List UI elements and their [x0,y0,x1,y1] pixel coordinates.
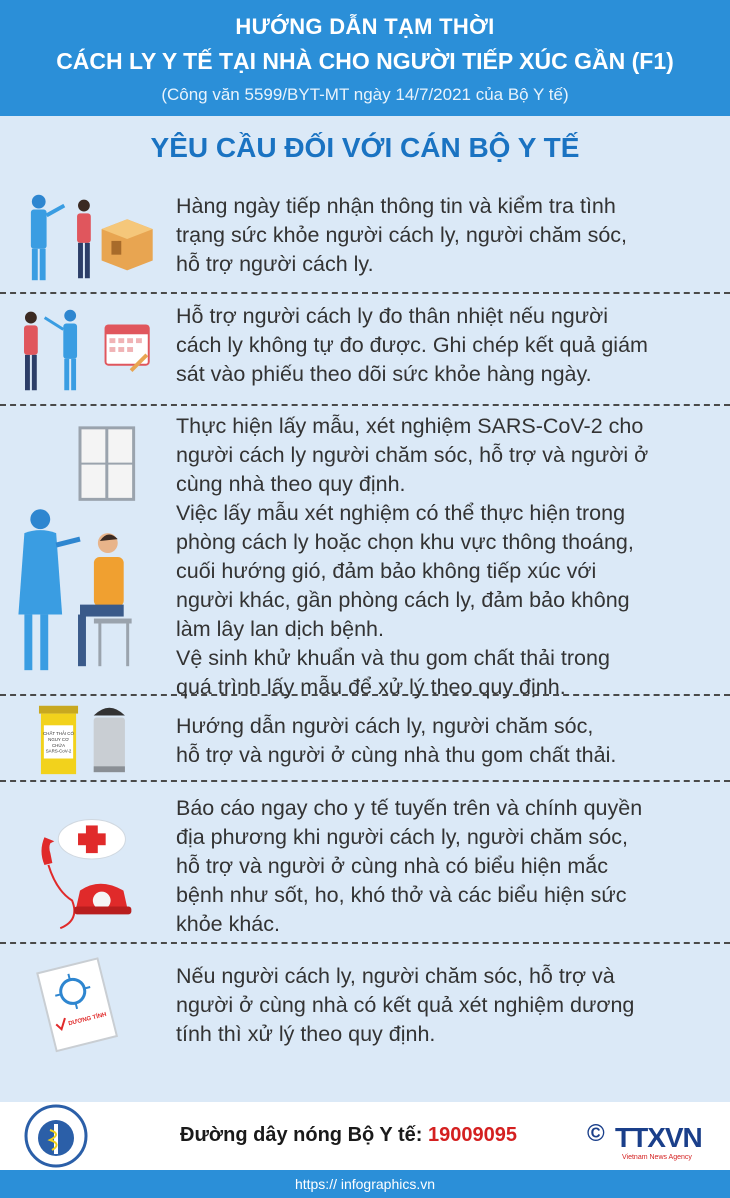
text-line: cuối hướng gió, đảm bảo không tiếp xúc với [176,559,597,583]
item-text [176,712,716,770]
title-line-2: CÁCH LY Y TẾ TẠI NHÀ CHO NGƯỜI TIẾP XÚC GẦN (F1) [56,48,674,74]
hotline-label: Đường dây nóng Bộ Y tế: [180,1124,423,1146]
text-line: Hướng dẫn người cách ly, người chăm sóc, [176,714,594,738]
item-text [176,794,716,939]
health-worker-checking-person-icon [0,180,160,292]
header-banner [0,0,730,116]
agency-logo: TTXVN [615,1122,702,1153]
text-line: cách ly không tự đo được. Ghi chép kết quả giám [176,333,648,357]
item-text [176,192,716,279]
copyright-symbol: © [587,1120,605,1147]
section-title: YÊU CẦU ĐỐI VỚI CÁN BỘ Y TẾ [150,132,580,163]
text-line: khỏe khác. [176,912,280,936]
bin-label: CHẤT THẢI CÓ NGUY CƠ CHỨA SARS-CoV-2 [43,731,74,754]
hotline [180,1124,517,1147]
text-line: phòng cách ly hoặc chọn khu vực thông thoáng, [176,530,634,554]
waste-bin-icon [0,696,160,780]
text-line: Vệ sinh khử khuẩn và thu gom chất thải trong [176,646,610,670]
list-item [0,782,730,944]
list-item [0,944,730,1094]
test-sampling-icon [0,406,160,694]
text-line: làm lây lan dịch bệnh. [176,617,384,641]
agency-subtitle: Vietnam News Agency [622,1154,692,1161]
temperature-measuring-icon [0,294,160,404]
item-text [176,302,716,389]
ministry-of-health-logo [24,1104,88,1168]
url-bar[interactable]: https:// infographics.vn [0,1170,730,1198]
text-line: người cách ly người chăm sóc, hỗ trợ và người ở [176,443,649,467]
item-text [176,412,716,702]
text-line: người khác, gần phòng cách ly, đảm bảo không [176,588,630,612]
text-line: hỗ trợ và người ở cùng nhà có biểu hiện mắc [176,854,608,878]
item-text [176,962,716,1049]
text-line: hỗ trợ người cách ly. [176,252,374,276]
text-line: Việc lấy mẫu xét nghiệm có thể thực hiện trong [176,501,626,525]
text-line: Thực hiện lấy mẫu, xét nghiệm SARS-CoV-2 cho [176,414,644,438]
text-line: hỗ trợ và người ở cùng nhà thu gom chất thải. [176,743,617,767]
text-line: cùng nhà theo quy định. [176,472,406,496]
subtitle: (Công văn 5599/BYT-MT ngày 14/7/2021 của Bộ Y tế) [161,85,569,104]
text-line: quá trình lấy mẫu để xử lý theo quy định. [176,675,566,699]
text-line: địa phương khi người cách ly, người chăm sóc, [176,825,628,849]
positive-test-result-icon [0,944,160,1094]
list-item [0,696,730,782]
text-line: sát vào phiếu theo dõi sức khỏe hàng ngày. [176,362,592,386]
title-line-1: HƯỚNG DẪN TẠM THỜI [235,14,495,39]
text-line: Nếu người cách ly, người chăm sóc, hỗ trợ và [176,964,615,988]
list-item [0,406,730,699]
list-item [0,180,730,294]
list-item [0,294,730,406]
doc-label: DƯƠNG TÍNH [67,1011,108,1028]
text-line: Hàng ngày tiếp nhận thông tin và kiểm tra tình [176,194,616,218]
text-line: người ở cùng nhà có kết quả xét nghiệm dương [176,993,635,1017]
hotline-number[interactable]: 19009095 [427,1124,517,1146]
text-line: trạng sức khỏe người cách ly, người chăm sóc, [176,223,627,247]
text-line: Hỗ trợ người cách ly đo thân nhiệt nếu người [176,304,609,328]
emergency-phone-icon [0,782,160,942]
text-line: bệnh như sốt, ho, khó thở và các biểu hiện sức [176,883,627,907]
footer [0,1102,730,1170]
text-line: Báo cáo ngay cho y tế tuyến trên và chính quyền [176,796,643,820]
text-line: tính thì xử lý theo quy định. [176,1022,436,1046]
